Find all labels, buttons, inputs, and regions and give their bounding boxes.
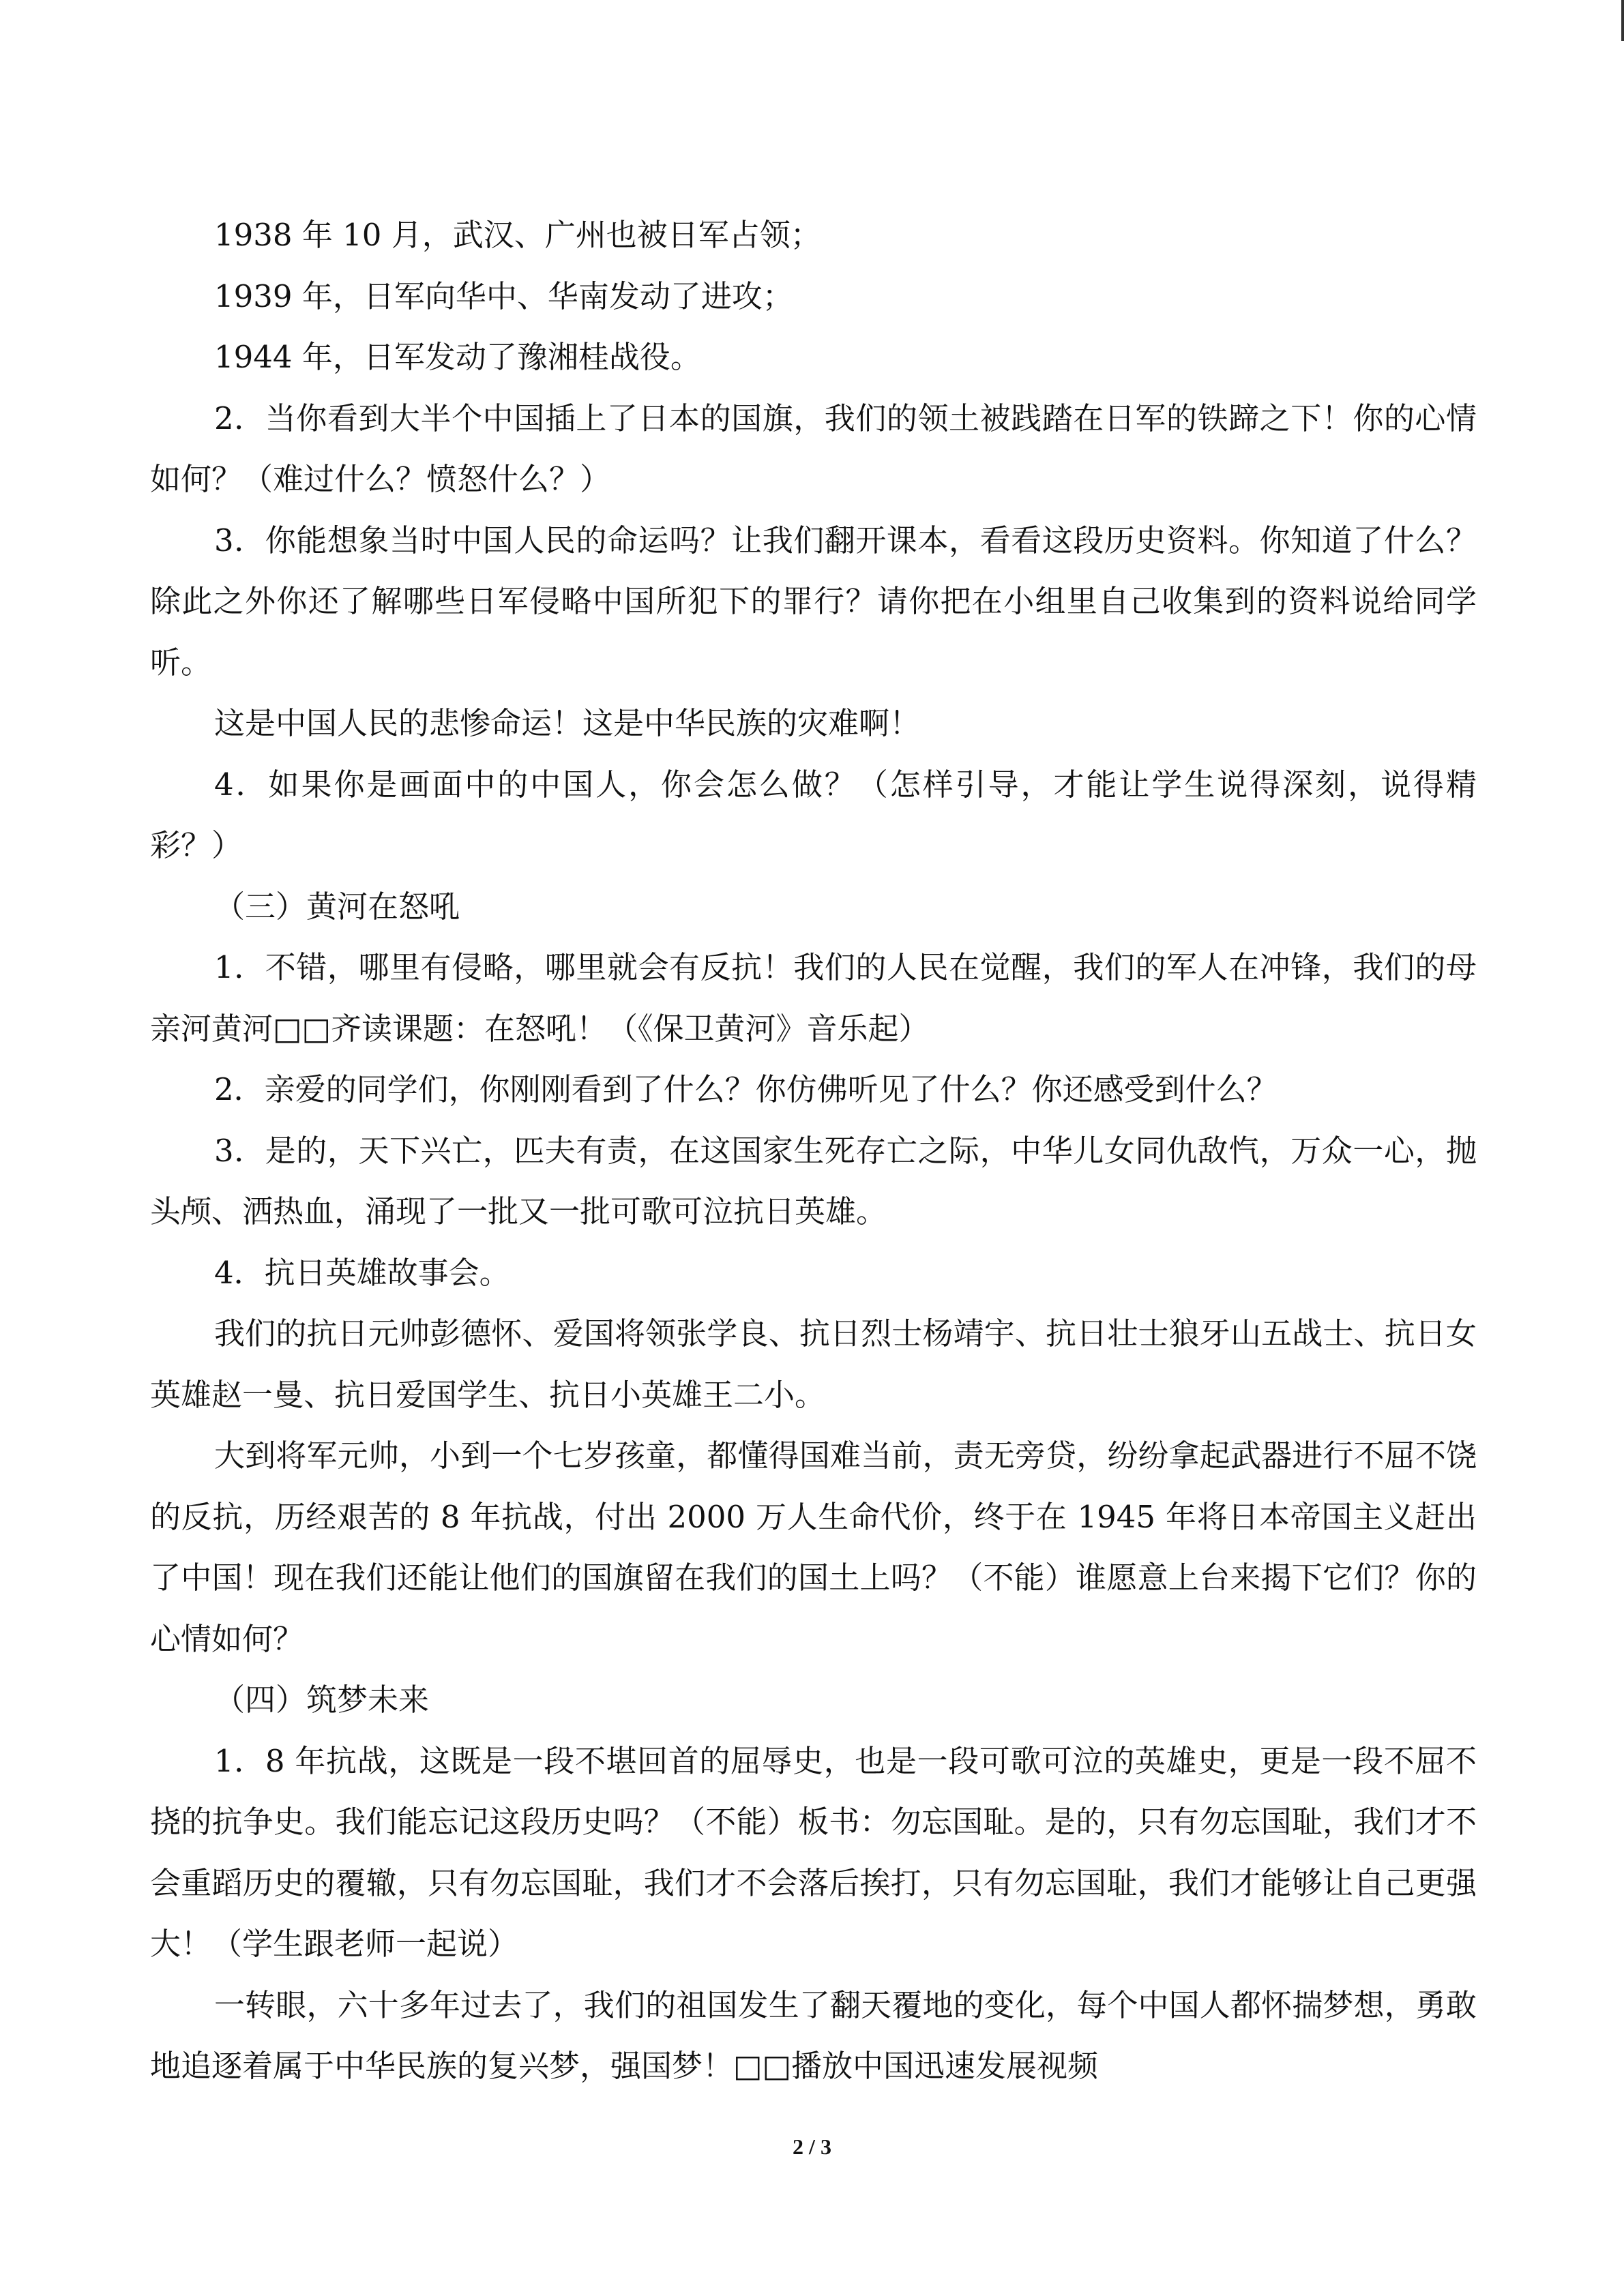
page-border-mark [1621, 0, 1624, 41]
paragraph-1939: 1939 年，日军向华中、华南发动了进攻； [214, 278, 793, 314]
paragraph-heroes-list: 我们的抗日元帅彭德怀、爱国将领张学良、抗日烈士杨靖宇、抗日壮士狼牙山五战士、抗日女英雄赵一曼、抗日爱国学生、抗日小英雄王二小。 [150, 1315, 1477, 1413]
paragraph-section4-closing: 一转眼，六十多年过去了，我们的祖国发生了翻天覆地的变化，每个中国人都怀揣梦想，勇敢地追逐着属于中华民族的复兴梦，强国梦！□□播放中国迅速发展视频 [150, 1986, 1477, 2084]
paragraph-resistance: 大到将军元帅，小到一个七岁孩童，都懂得国难当前，责无旁贷，纷纷拿起武器进行不屈不饶的反抗，历经艰苦的 8 年抗战，付出 2000 万人生命代价，终于在 1945 年将日本帝国主义赶出了中国！现在我们还能让他们的国旗留在我们的国土上吗？（不能）谁愿意上台来揭下它们？你的心情如何？ [150, 1437, 1477, 1657]
paragraph-question-3: 3．你能想象当时中国人民的命运吗？让我们翻开课本，看看这段历史资料。你知道了什么？除此之外你还了解哪些日军侵略中国所犯下的罪行？请你把在小组里自己收集到的资料说给同学听。 [150, 522, 1477, 681]
paragraph-section3-item-1: 1．不错，哪里有侵略，哪里就会有反抗！我们的人民在觉醒，我们的军人在冲锋，我们的母亲河黄河□□齐读课题：在怒吼！（《保卫黄河》音乐起） [150, 949, 1477, 1047]
page-number: 2 / 3 [793, 2134, 831, 2159]
paragraph-1938: 1938 年 10 月，武汉、广州也被日军占领； [214, 217, 821, 253]
paragraph-question-4: 4．如果你是画面中的中国人，你会怎么做？（怎样引导，才能让学生说得深刻，说得精彩？） [150, 766, 1477, 863]
paragraph-tragedy: 这是中国人民的悲惨命运！这是中华民族的灾难啊！ [214, 705, 921, 741]
paragraph-1944: 1944 年，日军发动了豫湘桂战役。 [214, 339, 701, 375]
section-heading-4: （四）筑梦未来 [214, 1682, 430, 1718]
paragraph-section3-item-4: 4．抗日英雄故事会。 [214, 1254, 510, 1291]
section-heading-3: （三）黄河在怒吼 [214, 888, 460, 925]
paragraph-question-2: 2．当你看到大半个中国插上了日本的国旗，我们的领土被践踏在日军的铁蹄之下！你的心情如何？（难过什么？愤怒什么？） [150, 400, 1477, 497]
paragraph-section3-item-3: 3．是的，天下兴亡，匹夫有责，在这国家生死存亡之际，中华儿女同仇敌忾，万众一心，抛头颅、洒热血，涌现了一批又一批可歌可泣抗日英雄。 [150, 1132, 1477, 1229]
paragraph-section4-item-1: 1．8 年抗战，这既是一段不堪回首的屈辱史，也是一段可歌可泣的英雄史，更是一段不屈不挠的抗争史。我们能忘记这段历史吗？（不能）板书：勿忘国耻。是的，只有勿忘国耻，我们才不会重蹈历史的覆辙，只有勿忘国耻，我们才不会落后挨打，只有勿忘国耻，我们才能够让自己更强大！（学生跟老师一起说） [150, 1742, 1477, 1962]
document-body [150, 205, 1477, 2097]
paragraph-section3-item-2: 2．亲爱的同学们，你刚刚看到了什么？你仿佛听见了什么？你还感受到什么？ [214, 1071, 1278, 1107]
